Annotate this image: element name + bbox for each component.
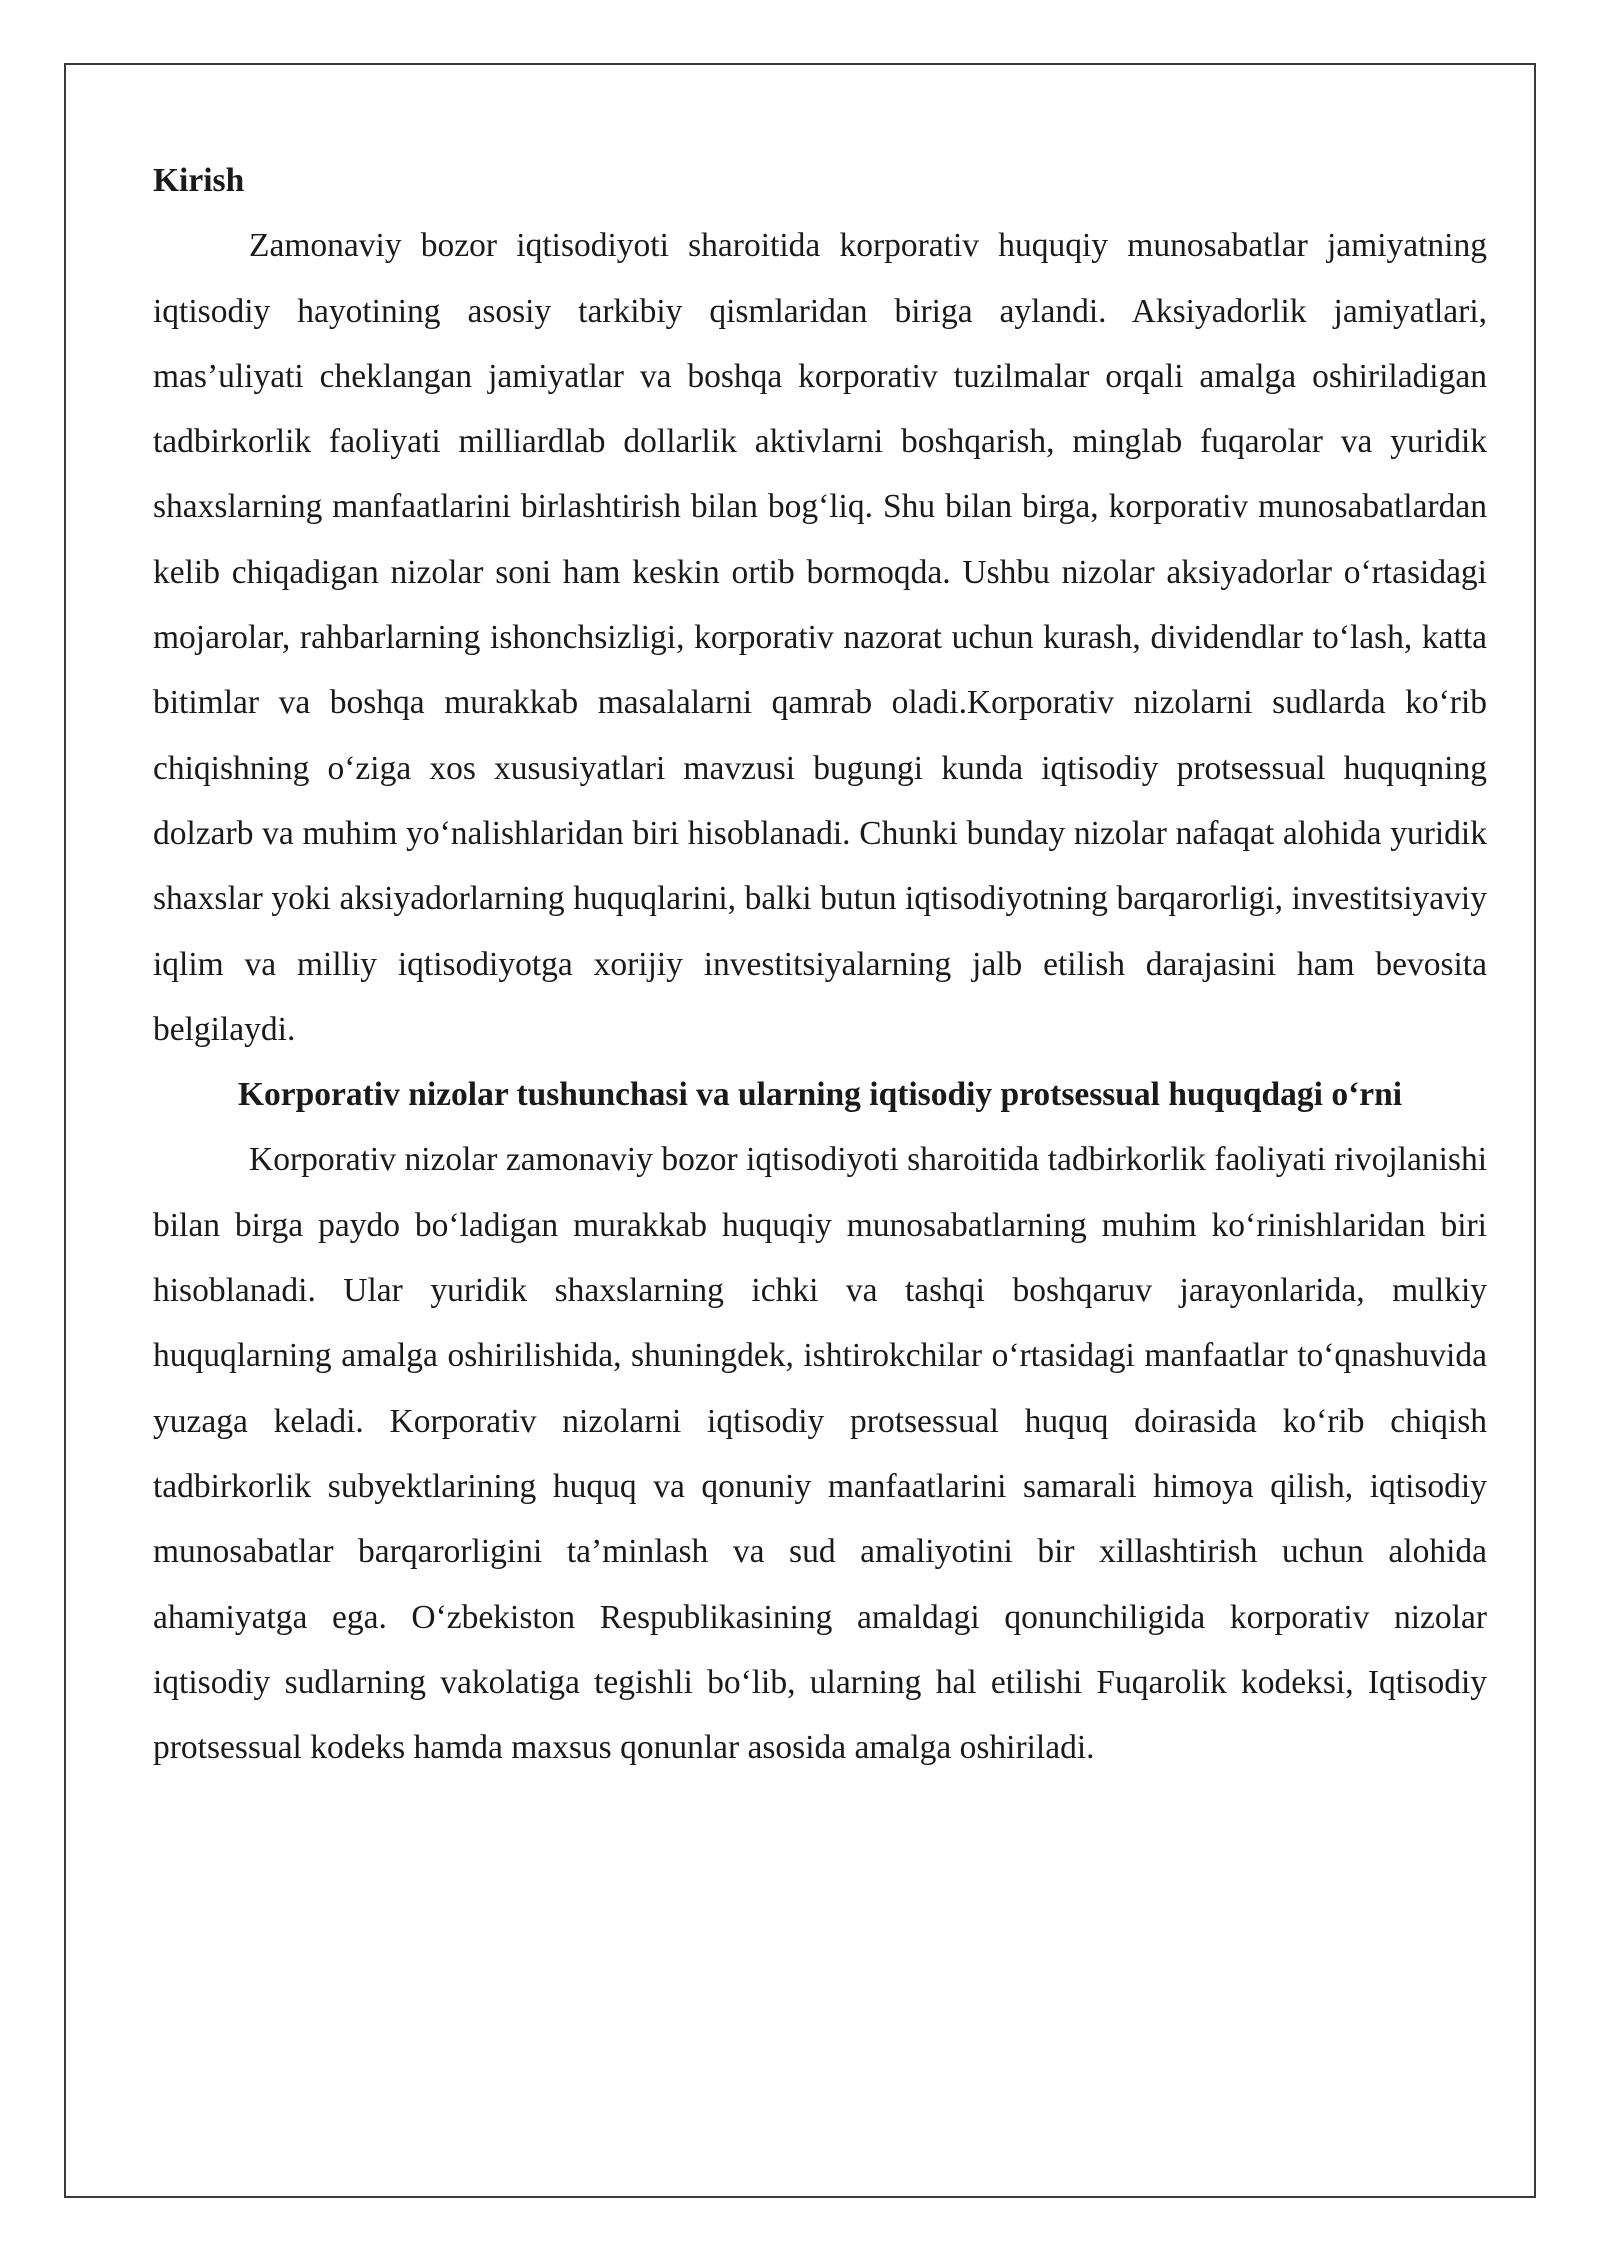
intro-paragraph: Zamonaviy bozor iqtisodiyoti sharoitida korporativ huquqiy munosabatlar jamiyatning iqtisodiy hayotining asosiy tarkibiy qismlaridan biriga aylandi. Aksiyadorlik jamiyatlari, mas’uliyati cheklangan jamiyatlar va boshqa korporativ tuzilmalar orqali amalga oshiriladigan tadbirkorlik faoliyati milliardlab dollarlik aktivlarni boshqarish, minglab fuqarolar va yuridik shaxslarning manfaatlarini birlashtirish bilan bog‘liq. Shu bilan birga, korporativ munosabatlardan kelib chiqadigan nizolar soni ham keskin ortib bormoqda. Ushbu nizolar aksiyadorlar o‘rtasidagi mojarolar, rahbarlarning ishonchsizligi, korporativ nazorat uchun kurash, dividendlar to‘lash, katta bitimlar va boshqa murakkab masalalarni qamrab oladi.Korporativ nizolarni sudlarda ko‘rib chiqishning o‘ziga xos xususiyatlari mavzusi bugungi kunda iqtisodiy protsessual huquqning dolzarb va muhim yo‘nalishlaridan biri hisoblanadi. Chunki bunday nizolar nafaqat alohida yuridik shaxslar yoki aksiyadorlarning huquqlarini, balki butun iqtisodiyotning barqarorligi, investitsiyaviy iqlim va milliy iqtisodiyotga xorijiy investitsiyalarning jalb etilish darajasini ham bevosita belgilaydi. bbox=[153, 227, 1487, 1048]
body-paragraph: Korporativ nizolar zamonaviy bozor iqtisodiyoti sharoitida tadbirkorlik faoliyati rivojlanishi bilan birga paydo bo‘ladigan murakkab huquqiy munosabatlarning muhim ko‘rinishlaridan biri hisoblanadi. Ular yuridik shaxslarning ichki va tashqi boshqaruv jarayonlarida, mulkiy huquqlarning amalga oshirilishida, shuningdek, ishtirokchilar o‘rtasidagi manfaatlar to‘qnashuvida yuzaga keladi. Korporativ nizolarni iqtisodiy protsessual huquq doirasida ko‘rib chiqish tadbirkorlik subyektlarining huquq va qonuniy manfaatlarini samarali himoya qilish, iqtisodiy munosabatlar barqarorligini ta’minlash va sud amaliyotini bir xillashtirish uchun alohida ahamiyatga ega. O‘zbekiston Respublikasining amaldagi qonunchiligida korporativ nizolar iqtisodiy sudlarning vakolatiga tegishli bo‘lib, ularning hal etilishi Fuqarolik kodeksi, Iqtisodiy protsessual kodeks hamda maxsus qonunlar asosida amalga oshiriladi. bbox=[153, 1141, 1487, 1767]
section-heading-kirish: Kirish bbox=[153, 162, 245, 199]
section-heading-korporativ-nizolar: Korporativ nizolar tushunchasi va ularning iqtisodiy protsessual huquqdagi o‘rni bbox=[237, 1076, 1403, 1114]
document-body bbox=[153, 148, 1487, 1780]
